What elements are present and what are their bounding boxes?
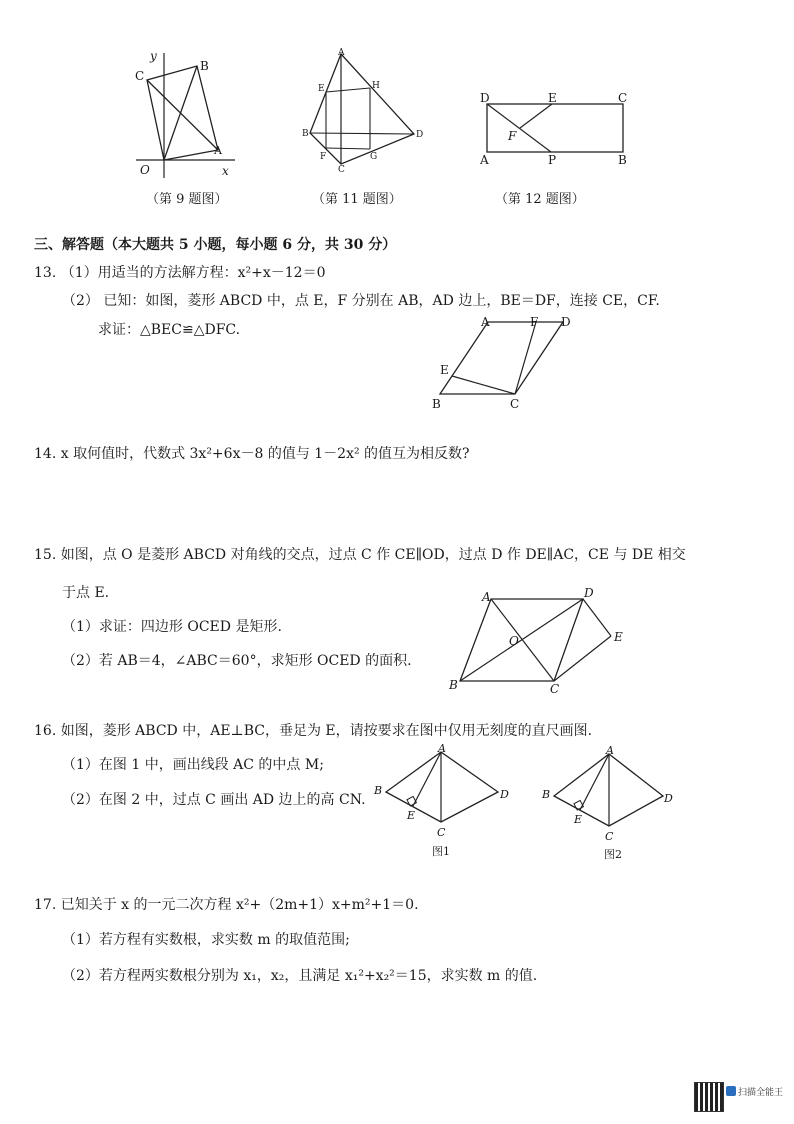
q15-fig-label-C: C [550, 682, 560, 696]
fig11-label-C: C [338, 165, 345, 175]
q13-prove: 求证：△BEC≌△DFC. [98, 322, 241, 338]
fig11-label-B: B [302, 129, 309, 139]
q16-figure-2 [540, 744, 685, 861]
q15-fig-label-D: D [584, 586, 594, 600]
q13-number: 13. [34, 265, 57, 281]
fig9-label-B: B [200, 59, 209, 73]
fig12-label-C: C [618, 91, 628, 105]
q16-fig1-label-B: B [374, 784, 383, 797]
q14-text: x 取何值时，代数式 3x²+6x－8 的值与 1－2x² 的值互为相反数? [60, 446, 470, 462]
q16-figure-1 [370, 742, 515, 858]
fig12-label-F: F [508, 129, 517, 143]
q15-fig-label-A: A [482, 590, 491, 604]
fig11-label-A: A [338, 48, 345, 58]
fig9-label-O: O [140, 163, 150, 177]
fig12-label-P: P [548, 153, 557, 167]
fig9-label-C: C [135, 69, 145, 83]
section-title: 三、解答题（本大题共 5 小题，每小题 6 分，共 30 分） [34, 237, 397, 253]
q16-fig2-label-E: E [574, 813, 583, 826]
fig12-label-B: B [618, 153, 627, 167]
q16-fig1-caption: 图1 [432, 845, 450, 858]
q16-part1: （1）在图 1 中，画出线段 AC 的中点 M; [62, 757, 324, 773]
fig11-caption: （第 11 题图） [312, 192, 402, 207]
q16-fig2-caption: 图2 [604, 848, 622, 861]
q16-fig2-label-D: D [664, 792, 673, 805]
q13-fig-label-F: F [530, 315, 539, 329]
q13-figure [428, 312, 578, 412]
q17-part2: （2）若方程两实数根分别为 x₁，x₂，且满足 x₁²+x₂²＝15，求实数 m 的值. [62, 968, 538, 984]
fig12-caption: （第 12 题图） [495, 192, 585, 207]
fig12-label-A: A [480, 153, 489, 167]
q13-fig-label-B: B [432, 397, 441, 411]
q16-fig1-label-A: A [438, 742, 446, 755]
q16-fig2-label-A: A [606, 744, 614, 757]
fig11-label-D: D [416, 130, 424, 140]
q17-text: 已知关于 x 的一元二次方程 x²+（2m+1）x+m²+1＝0. [60, 897, 419, 913]
q13-part1-text: （1）用适当的方法解方程：x²+x－12＝0 [60, 265, 326, 281]
q13-part1 [34, 264, 325, 282]
q13-part2: （2） 已知：如图，菱形 ABCD 中，点 E，F 分别在 AB，AD 边上，BE＝DF，连接 CE，CF. [62, 293, 660, 309]
q15-line2: 于点 E. [62, 585, 110, 601]
q15-fig-label-O: O [509, 634, 519, 648]
q13-fig-label-C: C [510, 397, 520, 411]
q16-fig2-label-C: C [605, 830, 614, 843]
q16-line1 [34, 722, 592, 740]
fig9-label-x: x [222, 164, 229, 178]
figure-11 [298, 48, 428, 178]
q14 [34, 445, 470, 463]
q16-fig2-label-B: B [542, 788, 551, 801]
fig11-label-G: G [370, 152, 378, 162]
q13-fig-label-D: D [561, 315, 571, 329]
qr-code-icon [694, 1082, 724, 1112]
fig12-label-E: E [548, 91, 557, 105]
q15-part1: （1）求证：四边形 OCED 是矩形. [62, 619, 282, 635]
fig9-label-y: y [150, 49, 157, 63]
q15-fig-label-B: B [449, 678, 458, 692]
q15-figure [446, 585, 631, 697]
fig11-label-H: H [372, 81, 380, 91]
q16-fig1-label-D: D [500, 788, 509, 801]
fig11-label-E: E [318, 84, 325, 94]
figure-12 [478, 88, 638, 168]
q17-line1 [34, 896, 419, 914]
q15-number: 15. [34, 547, 57, 563]
q17-part1: （1）若方程有实数根，求实数 m 的取值范围; [62, 932, 350, 948]
footer-brand: 扫描全能王 [738, 1088, 784, 1098]
q15-part2: （2）若 AB＝4，∠ABC＝60°，求矩形 OCED 的面积. [62, 653, 412, 669]
q17-number: 17. [34, 897, 57, 913]
q16-fig1-label-C: C [437, 826, 446, 839]
fig11-label-F: F [320, 152, 327, 162]
q15-line1 [34, 546, 686, 564]
fig9-label-A: A [214, 144, 222, 157]
q16-part2: （2）在图 2 中，过点 C 画出 AD 边上的高 CN. [62, 792, 366, 808]
q14-number: 14. [34, 446, 57, 462]
figure-9 [130, 48, 240, 183]
q13-fig-label-E: E [440, 363, 449, 377]
q15-text1: 如图，点 O 是菱形 ABCD 对角线的交点，过点 C 作 CE∥OD，过点 D 作 DE∥AC，CE 与 DE 相交 [60, 547, 686, 563]
fig12-label-D: D [480, 91, 490, 105]
camscanner-logo-icon [726, 1086, 736, 1096]
q16-text: 如图，菱形 ABCD 中，AE⊥BC，垂足为 E，请按要求在图中仅用无刻度的直尺画图. [60, 723, 593, 739]
q16-number: 16. [34, 723, 57, 739]
fig9-caption: （第 9 题图） [146, 192, 228, 207]
q16-fig1-label-E: E [407, 809, 416, 822]
q15-fig-label-E: E [614, 630, 623, 644]
q13-fig-label-A: A [481, 315, 490, 329]
